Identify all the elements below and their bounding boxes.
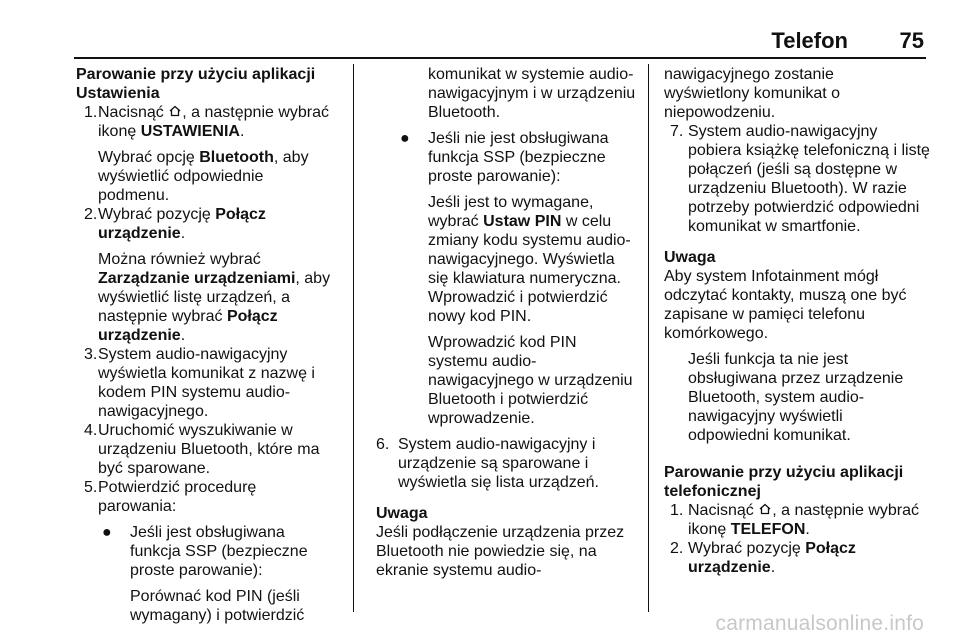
note-text: Jeśli podłączenie urządzenia przez Bluetooth nie powiedzie się, na ekranie systemu audio- [376,524,625,579]
bullet-icon: ● [102,524,112,541]
bullet-ssp-not-supported-detail-2: Wprowadzić kod PIN systemu audio- nawigacyjnego w urządzeniu Bluetooth i potwierdzić wprowadzenie. [428,334,633,427]
home-icon [168,104,182,118]
column-2 [376,65,638,580]
watermark: carmanualsonline.info [715,612,924,635]
step-5: 5. Potwierdzić procedurę parowania: [84,479,257,515]
step-3: 3. System audio-nawigacyjny wyświetla komunikat z nazwę i kodem PIN systemu audio- nawigacyjnego. [84,346,315,420]
step-4: 4. Uruchomić wyszukiwanie w urządzeniu Bluetooth, które ma być sparowane. [84,422,320,477]
bullet-ssp-supported-detail-cont: komunikat w systemie audio- nawigacyjnym i w urządzeniu Bluetooth. [428,66,636,121]
step-7: 7. System audio-nawigacyjny pobiera książkę telefoniczną i listę połączeń (jeśli są dostępne w urządzeniu Bluetooth). W razie potrzeby potwierdzić odpowiedni komunikat w smartfonie. [670,123,930,235]
bullet-icon: ● [400,130,410,147]
column-divider-1 [353,64,354,612]
note-detail: Jeśli funkcja ta nie jest obsługiwana przez urządzenie Bluetooth, system audio- nawigacyjny wyświetli odpowiedni komunikat. [688,351,904,444]
step-2: 2. Wybrać pozycję Połącz urządzenie. [84,206,266,242]
step-2-phone: 2. Wybrać pozycję Połącz urządzenie. [670,540,856,576]
note-title: Uwaga [376,505,428,522]
step-6: 6. System audio-nawigacyjny i urządzenie są sparowane i wyświetla się lista urządzeń. [376,436,599,491]
column-3 [664,65,930,577]
page-header-title: Telefon [771,28,848,53]
note-text: Aby system Infotainment mógł odczytać kontakty, muszą one być zapisane w pamięci telefonu komórkowego. [664,268,907,342]
section-heading-settings: Parowanie przy użyciu aplikacji Ustawienia [76,66,316,102]
note-text-cont: nawigacyjnego zostanie wyświetlony komunikat o niepowodzeniu. [664,66,841,121]
bullet-ssp-supported: ● Jeśli jest obsługiwana funkcja SSP (bezpieczne proste parowanie): [102,524,308,579]
step-1: 1. Nacisnąć , a następnie wybrać ikonę USTAWIENIA. [84,104,330,140]
header-rule [74,57,926,59]
page-number: 75 [899,28,924,53]
note-title: Uwaga [664,249,716,266]
step-2-detail: Można również wybrać Zarządzanie urządzeniami, aby wyświetlić listę urządzeń, a następnie wybrać Połącz urządzenie. [98,251,331,344]
section-heading-phone: Parowanie przy użyciu aplikacji telefonicznej [664,464,904,500]
bullet-ssp-supported-detail: Porównać kod PIN (jeśli wymagany) i potwierdzić [130,588,305,624]
bullet-ssp-not-supported: ● Jeśli nie jest obsługiwana funkcja SSP (bezpieczne proste parowanie): [400,130,609,185]
column-1 [76,65,348,625]
step-1-detail: Wybrać opcję Bluetooth, aby wyświetlić odpowiednie podmenu. [98,149,309,204]
column-divider-2 [648,64,649,612]
bullet-ssp-not-supported-detail-1: Jeśli jest to wymagane, wybrać Ustaw PIN w celu zmiany kodu systemu audio- nawigacyjnego. Wyświetla się klawiatura numeryczna. Wprowadzić i potwierdzić nowy kod PIN. [428,194,631,325]
step-1-phone: 1. Nacisnąć , a następnie wybrać ikonę TELEFON. [670,502,920,538]
home-icon [758,502,772,516]
